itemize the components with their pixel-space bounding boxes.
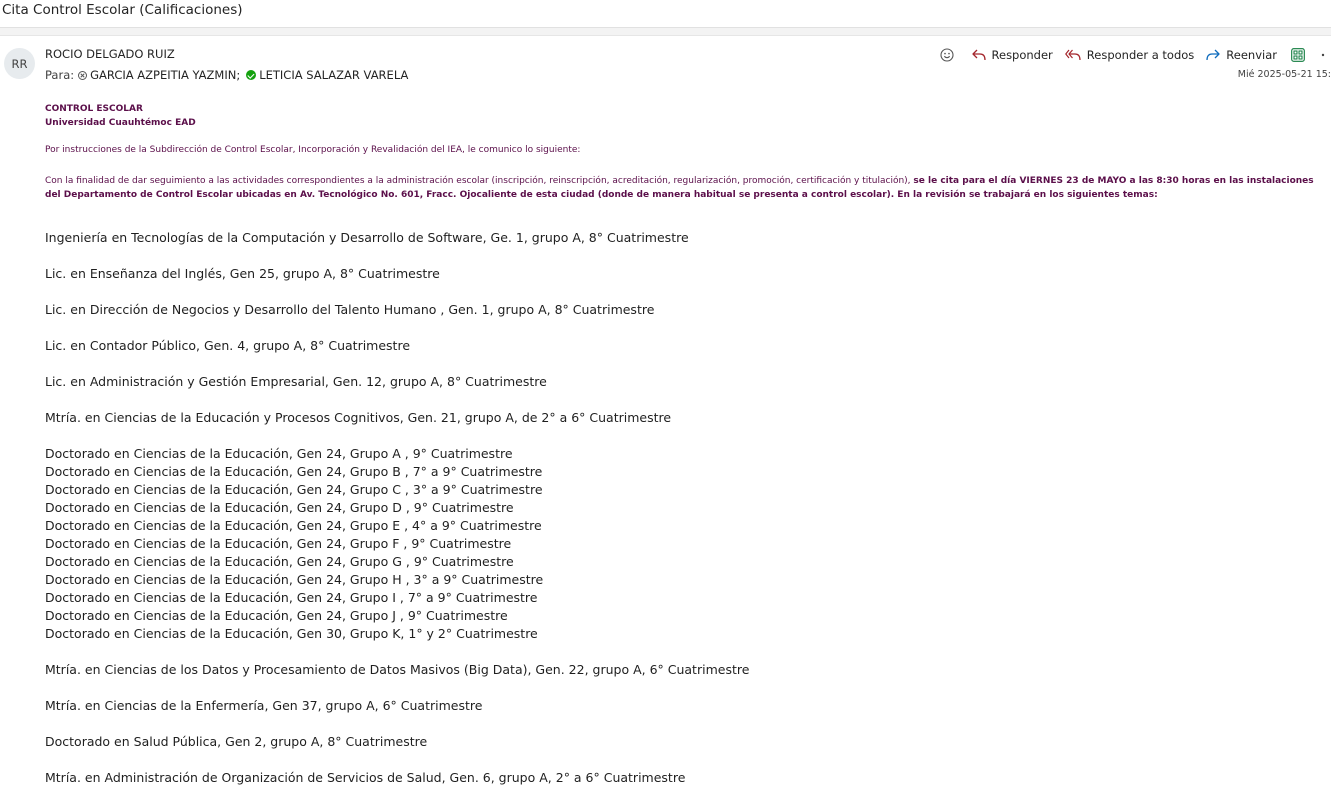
message-actions (928, 45, 1331, 65)
apps-grid-icon (1291, 48, 1305, 62)
list-item: Doctorado en Ciencias de la Educación, Gen 30, Grupo K, 1° y 2° Cuatrimestre (45, 626, 538, 641)
list-item: Doctorado en Ciencias de la Educación, Gen 24, Grupo I , 7° a 9° Cuatrimestre (45, 590, 538, 605)
received-timestamp: Mié 2025-05-21 15: (1237, 69, 1331, 80)
list-item: Doctorado en Ciencias de la Educación, Gen 24, Grupo E , 4° a 9° Cuatrimestre (45, 518, 542, 533)
list-item: Doctorado en Ciencias de la Educación, Gen 24, Grupo C , 3° a 9° Cuatrimestre (45, 482, 543, 497)
paragraph-normal-text: Con la finalidad de dar seguimiento a las actividades correspondientes a la administración escolar (inscripción, reinscripción, acreditación, regularización, promoción, certificación y titulación), (45, 176, 914, 186)
reply-all-button[interactable] (1065, 48, 1195, 62)
program-list (45, 229, 1245, 787)
list-item: Lic. en Contador Público, Gen. 4, grupo A, 8° Cuatrimestre (45, 338, 411, 353)
reply-button[interactable] (972, 48, 1053, 62)
sender-name[interactable]: ROCIO DELGADO RUIZ (45, 47, 175, 61)
list-item: Doctorado en Ciencias de la Educación, Gen 24, Grupo D , 9° Cuatrimestre (45, 500, 514, 515)
list-item: Doctorado en Ciencias de la Educación, Gen 24, Grupo G , 9° Cuatrimestre (45, 554, 514, 569)
list-item: Mtría. en Ciencias de los Datos y Procesamiento de Datos Masivos (Big Data), Gen. 22, grupo A, 6° Cuatrimestre (45, 662, 750, 677)
list-item: Lic. en Dirección de Negocios y Desarrollo del Talento Humano , Gen. 1, grupo A, 8° Cuatrimestre (45, 302, 655, 317)
forward-button[interactable] (1206, 48, 1277, 62)
list-item: Doctorado en Ciencias de la Educación, Gen 24, Grupo H , 3° a 9° Cuatrimestre (45, 572, 544, 587)
forward-label: Reenviar (1226, 48, 1277, 62)
avatar[interactable]: RR (4, 48, 35, 79)
list-item: Lic. en Administración y Gestión Empresarial, Gen. 12, grupo A, 8° Cuatrimestre (45, 374, 547, 389)
email-subject: Cita Control Escolar (Calificaciones) (2, 2, 243, 18)
list-item: Ingeniería en Tecnologías de la Computación y Desarrollo de Software, Ge. 1, grupo A, 8° Cuatrimestre (45, 230, 689, 245)
forward-icon (1206, 49, 1220, 61)
emoji-reaction-button[interactable] (940, 48, 960, 62)
recipients-line (45, 68, 408, 82)
to-label: Para: (45, 68, 75, 82)
org-department: CONTROL ESCOLAR (45, 104, 143, 114)
reply-icon (972, 49, 986, 61)
list-item: Doctorado en Ciencias de la Educación, Gen 24, Grupo A , 9° Cuatrimestre (45, 446, 513, 461)
list-item: Mtría. en Administración de Organización de Servicios de Salud, Gen. 6, grupo A, 2° a 6° Cuatrimestre (45, 770, 686, 785)
subject-bar (0, 0, 1331, 28)
recipient-1-name: GARCIA AZPEITIA YAZMIN; (90, 68, 241, 82)
recipient-2-name: LETICIA SALAZAR VARELA (259, 68, 409, 82)
header-divider (0, 28, 1331, 36)
apps-button[interactable] (1291, 48, 1311, 62)
appointment-paragraph (45, 174, 1325, 202)
reply-all-label: Responder a todos (1086, 48, 1195, 62)
reply-label: Responder (991, 48, 1053, 62)
reply-all-icon (1065, 49, 1081, 61)
list-item: Doctorado en Salud Pública, Gen 2, grupo A, 8° Cuatrimestre (45, 734, 428, 749)
signature-header (45, 102, 196, 130)
intro-text: Por instrucciones de la Subdirección de Control Escolar, Incorporación y Revalidación del IEA, le comunico lo siguiente: (45, 145, 581, 155)
list-item: Doctorado en Ciencias de la Educación, Gen 24, Grupo J , 9° Cuatrimestre (45, 608, 508, 623)
emoji-icon (940, 48, 954, 62)
list-item: Mtría. en Ciencias de la Educación y Procesos Cognitivos, Gen. 21, grupo A, de 2° a 6° Cuatrimestre (45, 410, 672, 425)
more-options-button[interactable] (1321, 53, 1331, 57)
recipient-1[interactable] (78, 68, 240, 82)
list-item: Doctorado en Ciencias de la Educación, Gen 24, Grupo F , 9° Cuatrimestre (45, 536, 512, 551)
paragraph-bold-text: se le cita para el día VIERNES 23 de MAYO a las 8:30 horas en las instalaciones del Departamento de Control Escolar ubicadas en Av. Tecnológico No. 601, Fracc. Ojocaliente de esta ciudad (donde de manera habitual se presenta a control escolar). En la revisión se trabajará en los siguientes temas: (45, 176, 1314, 200)
list-item: Mtría. en Ciencias de la Enfermería, Gen 37, grupo A, 6° Cuatrimestre (45, 698, 483, 713)
more-icon (1321, 53, 1325, 57)
presence-available-icon (246, 70, 256, 80)
org-university: Universidad Cuauhtémoc EAD (45, 118, 196, 128)
list-item: Doctorado en Ciencias de la Educación, Gen 24, Grupo B , 7° a 9° Cuatrimestre (45, 464, 543, 479)
list-item: Lic. en Enseñanza del Inglés, Gen 25, grupo A, 8° Cuatrimestre (45, 266, 440, 281)
recipient-2[interactable] (246, 68, 408, 82)
presence-unknown-icon (78, 71, 87, 80)
